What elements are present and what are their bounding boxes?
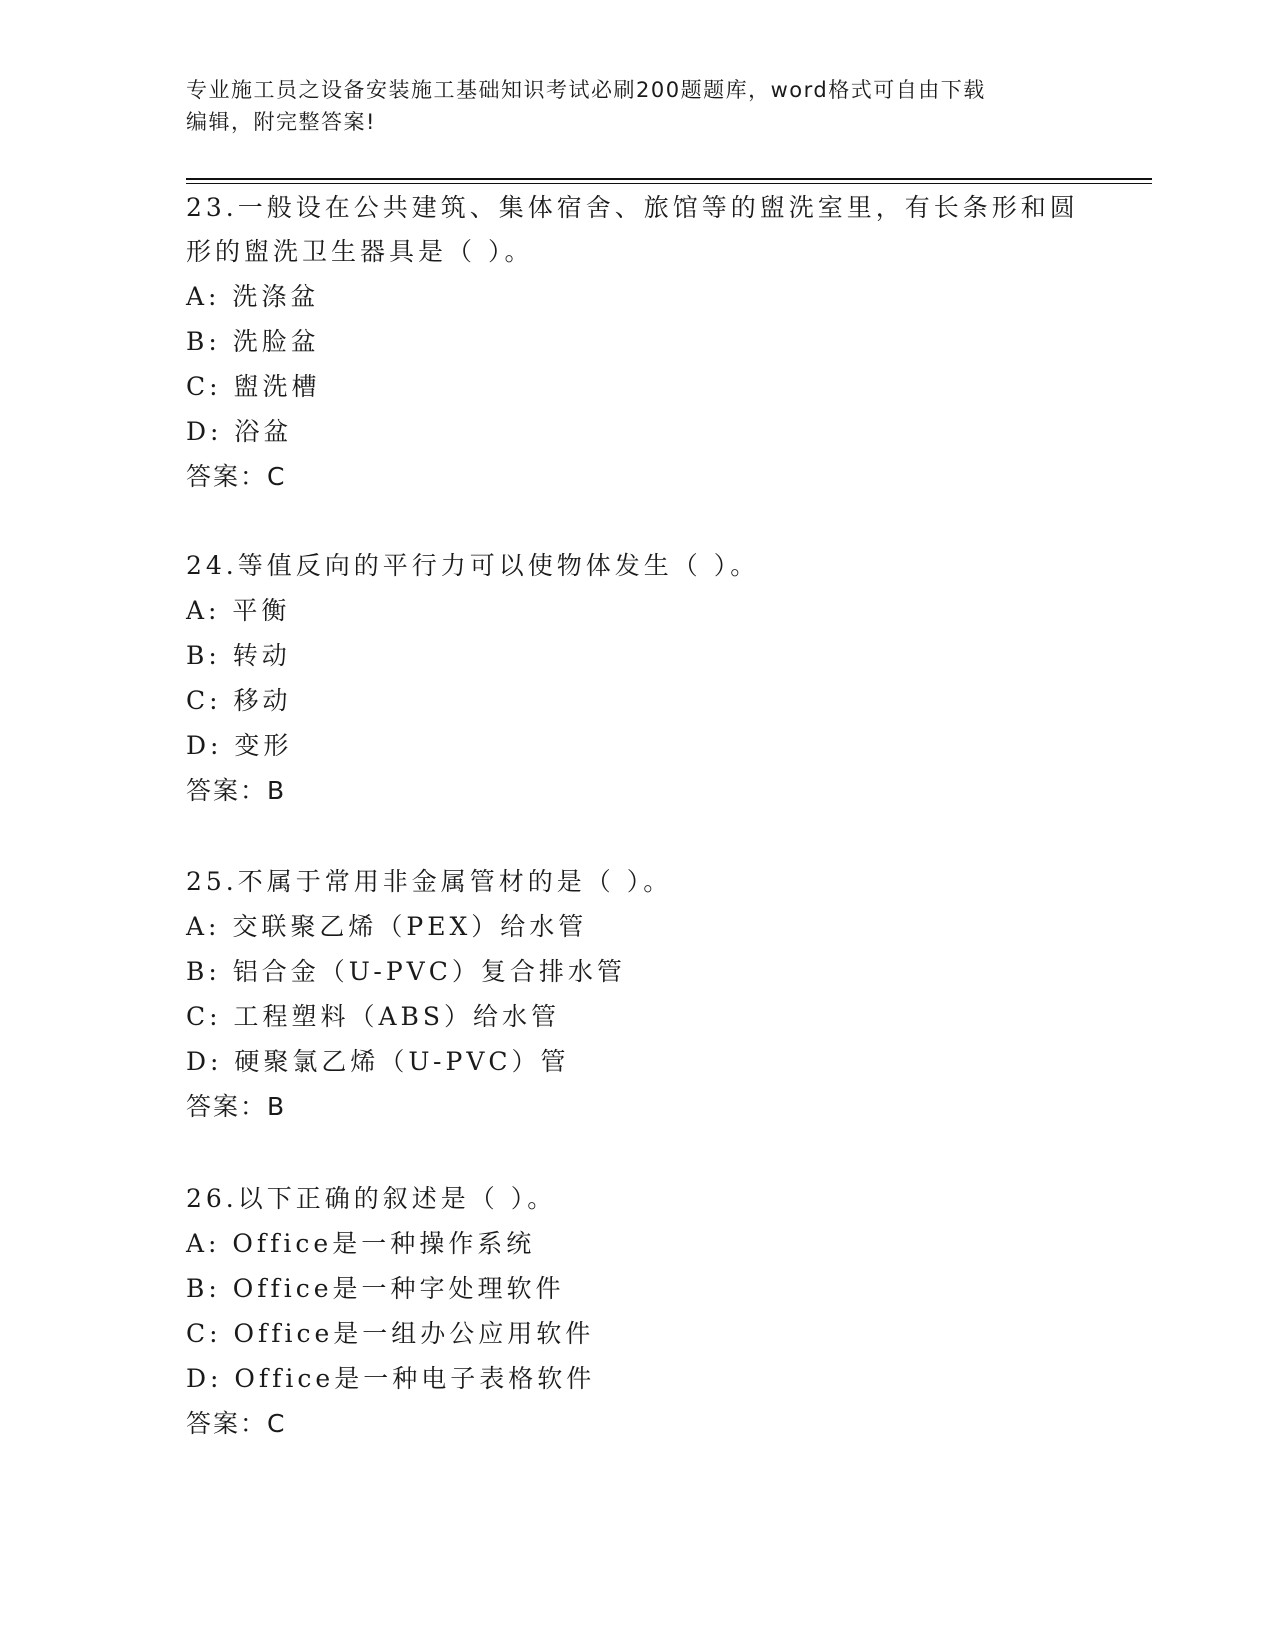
answer-label: 答案：C [186,462,287,491]
answer-label: 答案：C [186,1409,287,1438]
option-d: D: 硬聚氯乙烯（U-PVC）管 [186,1047,570,1076]
option-c: C: 工程塑料（ABS）给水管 [186,1002,561,1031]
header-title-line-2: 编辑，附完整答案! [186,110,376,134]
option-d: D: 变形 [186,731,293,760]
option-a: A: 平衡 [186,596,291,625]
header-divider-bottom [186,183,1152,184]
option-b: B: Office是一种字处理软件 [186,1274,565,1303]
question-stem-line-1: 23.一般设在公共建筑、集体宿舍、旅馆等的盥洗室里，有长条形和圆 [186,193,1079,222]
header-title-line-1: 专业施工员之设备安装施工基础知识考试必刷200题题库，word格式可自由下载 [186,78,986,102]
question-stem-line-1: 25.不属于常用非金属管材的是（ ）。 [186,867,673,896]
question-26 [186,1177,1086,1447]
option-c: C: Office是一组办公应用软件 [186,1319,595,1348]
question-stem-line-1: 24.等值反向的平行力可以使物体发生（ ）。 [186,551,760,580]
option-a: A: 交联聚乙烯（PEX）给水管 [186,912,588,941]
option-d: D: Office是一种电子表格软件 [186,1364,596,1393]
option-a: A: 洗涤盆 [186,282,320,311]
option-a: A: Office是一种操作系统 [186,1229,536,1258]
question-stem-line-1: 26.以下正确的叙述是（ ）。 [186,1184,557,1213]
document-header [186,74,1086,138]
header-divider-top [186,178,1152,180]
answer-label: 答案：B [186,776,287,805]
question-25 [186,860,1086,1130]
option-b: B: 转动 [186,641,291,670]
option-c: C: 盥洗槽 [186,372,321,401]
question-23 [186,186,1086,500]
option-b: B: 洗脸盆 [186,327,320,356]
option-b: B: 铝合金（U-PVC）复合排水管 [186,957,626,986]
question-24 [186,544,1086,814]
option-d: D: 浴盆 [186,417,293,446]
answer-label: 答案：B [186,1092,287,1121]
question-stem-line-2: 形的盥洗卫生器具是（ ）。 [186,237,534,266]
option-c: C: 移动 [186,686,292,715]
